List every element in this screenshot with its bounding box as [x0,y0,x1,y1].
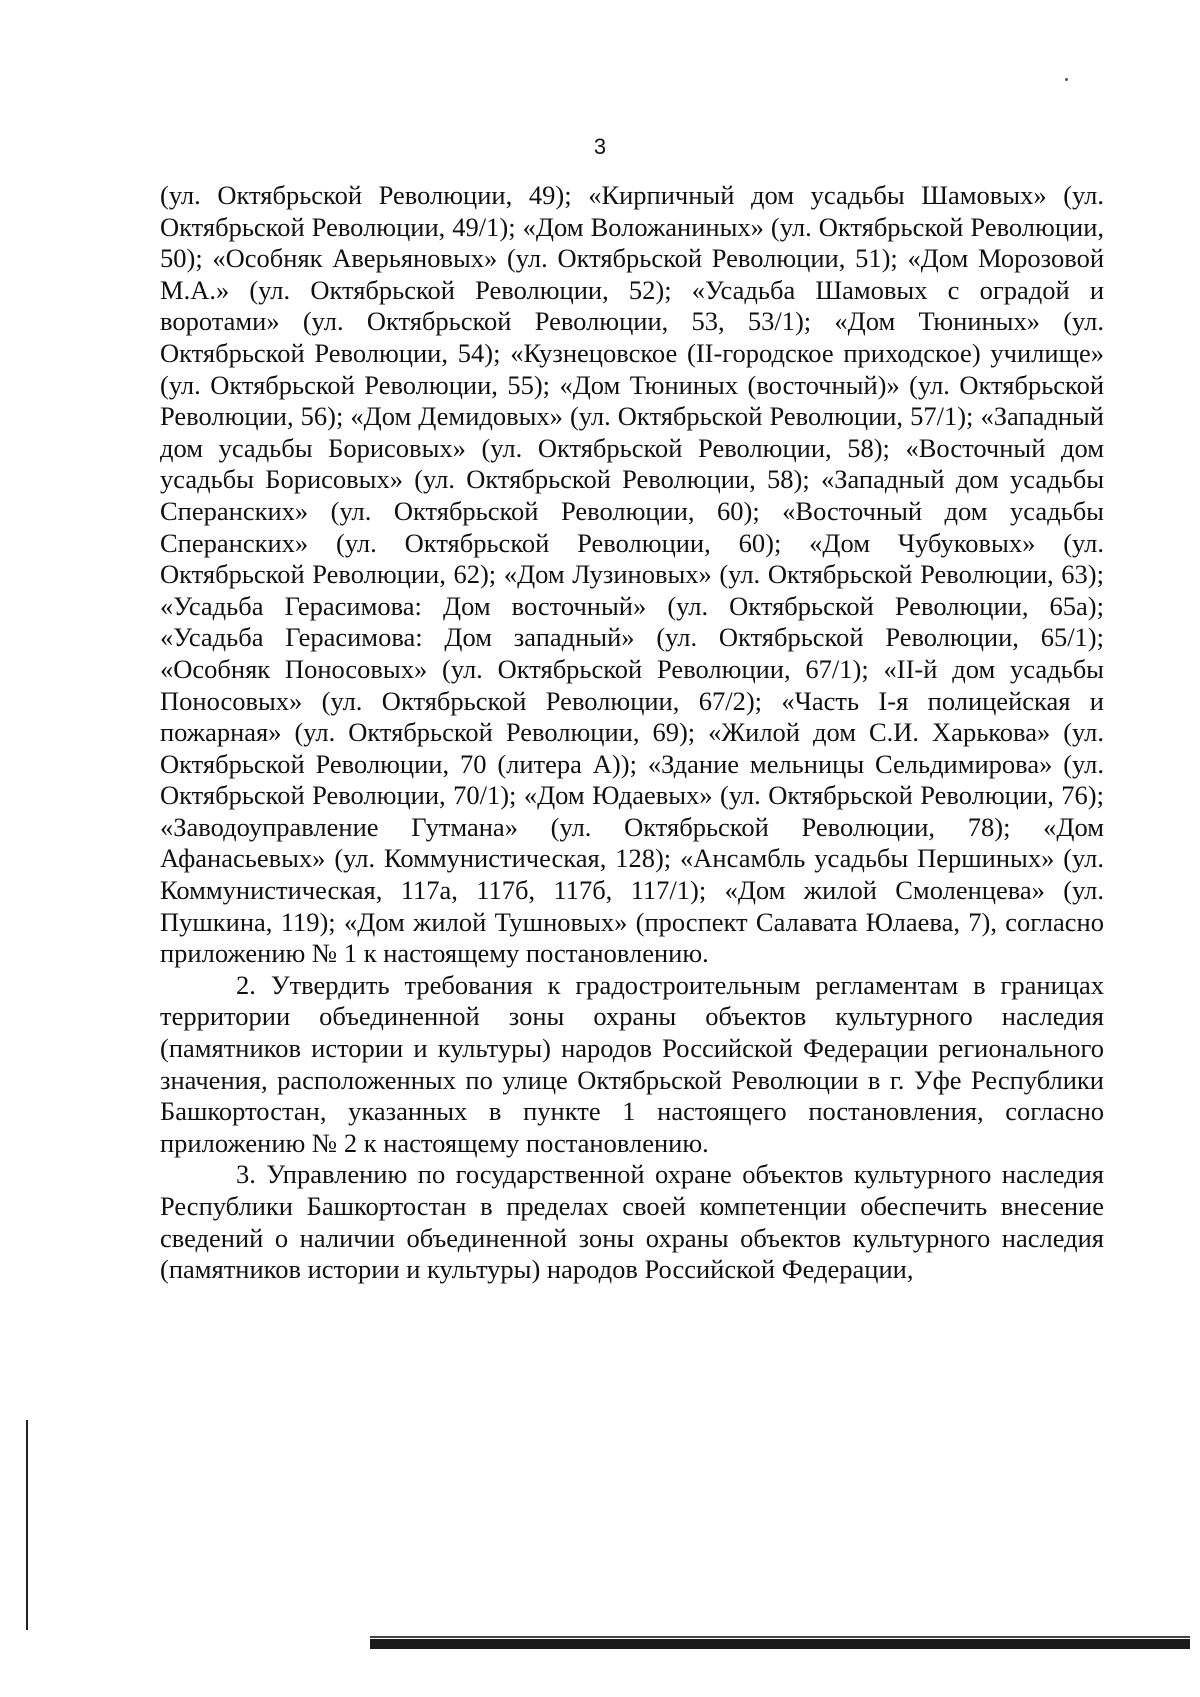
paragraph-objects-list: (ул. Октябрьской Революции, 49); «Кирпичный дом усадьбы Шамовых» (ул. Октябрьской Революции, 49/1); «Дом Воложаниных» (ул. Октябрьской Революции, 50); «Особняк Аверьяновых» (ул. Октябрьской Революции, 51); «Дом Морозовой М.А.» (ул. Октябрьской Революции, 52); «Усадьба Шамовых с оградой и воротами» (ул. Октябрьской Революции, 53, 53/1); «Дом Тюниных» (ул. Октябрьской Революции, 54); «Кузнецовское (II-городское приходское) училище» (ул. Октябрьской Революции, 55); «Дом Тюниных (восточный)» (ул. Октябрьской Революции, 56); «Дом Демидовых» (ул. Октябрьской Революции, 57/1); «Западный дом усадьбы Борисовых» (ул. Октябрьской Революции, 58); «Восточный дом усадьбы Борисовых» (ул. Октябрьской Революции, 58); «Западный дом усадьбы Сперанских» (ул. Октябрьской Революции, 60); «Восточный дом усадьбы Сперанских» (ул. Октябрьской Революции, 60); «Дом Чубуковых» (ул. Октябрьской Революции, 62); «Дом Лузиновых» (ул. Октябрьской Революции, 63); «Усадьба Герасимова: Дом восточный» (ул. Октябрьской Революции, 65а); «Усадьба Герасимова: Дом западный» (ул. Октябрьской Революции, 65/1); «Особняк Поносовых» (ул. Октябрьской Революции, 67/1); «II-й дом усадьбы Поносовых» (ул. Октябрьской Революции, 67/2); «Часть I-я полицейская и пожарная» (ул. Октябрьской Революции, 69); «Жилой дом С.И. Харькова» (ул. Октябрьской Революции, 70 (литера А)); «Здание мельницы Сельдимирова» (ул. Октябрьской Революции, 70/1); «Дом Юдаевых» (ул. Октябрьской Революции, 76); «Заводоуправление Гутмана» (ул. Октябрьской Революции, 78); «Дом Афанасьевых» (ул. Коммунистическая, 128); «Ансамбль усадьбы Першиных» (ул. Коммунистическая, 117а, 117б, 117б, 117/1); «Дом жилой Смоленцева» (ул. Пушкина, 119); «Дом жилой Тушновых» (проспект Салавата Юлаева, 7), согласно приложению № 1 к настоящему постановлению. [160,180,1104,969]
scan-bottom-line [370,1636,1190,1638]
paragraph-item-3: 3. Управлению по государственной охране объектов культурного наследия Республики Башкортостан в пределах своей компетенции обеспечить внесение сведений о наличии объединенной зоны охраны объектов культурного наследия (памятников истории и культуры) народов Российской Федерации, [160,1159,1104,1285]
page-number: 3 [593,134,607,159]
scan-bottom-bar [370,1639,1190,1649]
scan-left-edge-line [26,1420,28,1630]
paragraph-item-2: 2. Утвердить требования к градостроительным регламентам в границах территории объединенной зоны охраны объектов культурного наследия (памятников истории и культуры) народов Российской Федерации регионального значения, расположенных по улице Октябрьской Революции в г. Уфе Республики Башкортостан, указанных в пункте 1 настоящего постановления, согласно приложению № 2 к настоящему постановлению. [160,969,1104,1158]
scan-speck [1065,78,1068,81]
document-body [160,180,1104,1286]
